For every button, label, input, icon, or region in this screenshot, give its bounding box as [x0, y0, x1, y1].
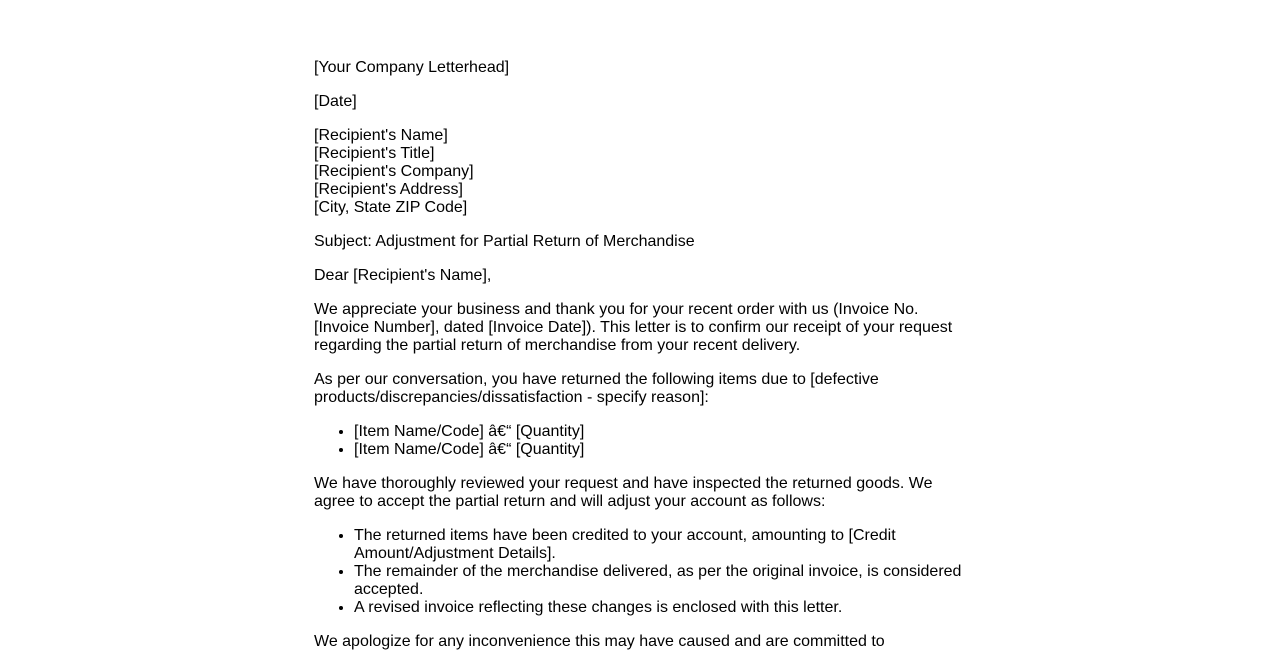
list-item: • The remainder of the merchandise delivered, as per the original invoice, is considered accepted.	[354, 563, 964, 599]
body-paragraph-4: We apologize for any inconvenience this may have caused and are committed to	[314, 633, 885, 650]
recipient-address: [Recipient's Address]	[314, 181, 463, 198]
body-paragraph-2: As per our conversation, you have returned the following items due to [defective products/discrepancies/dissatisfaction - specify reason]:	[314, 371, 879, 406]
letterhead: [Your Company Letterhead]	[314, 59, 510, 76]
returned-items-list	[314, 423, 964, 459]
recipient-address-block	[314, 127, 964, 217]
letter-document	[314, 59, 964, 667]
recipient-title: [Recipient's Title]	[314, 145, 435, 162]
body-paragraph-3: We have thoroughly reviewed your request and have inspected the returned goods. We agree to accept the partial return and will adjust your account as follows:	[314, 475, 933, 510]
recipient-name: [Recipient's Name]	[314, 127, 448, 144]
list-item: • [Item Name/Code] â€“ [Quantity]	[354, 423, 964, 441]
list-item: • A revised invoice reflecting these changes is enclosed with this letter.	[354, 599, 964, 617]
list-item: • The returned items have been credited to your account, amounting to [Credit Amount/Adjustment Details].	[354, 527, 964, 563]
subject-line: Subject: Adjustment for Partial Return of Merchandise	[314, 233, 695, 250]
adjustments-list	[314, 527, 964, 617]
body-paragraph-1: We appreciate your business and thank you for your recent order with us (Invoice No. [Invoice Number], dated [Invoice Date]). This letter is to confirm our receipt of your request regarding the partial return of merchandise from your recent delivery.	[314, 301, 953, 354]
recipient-city-state-zip: [City, State ZIP Code]	[314, 199, 468, 216]
recipient-company: [Recipient's Company]	[314, 163, 474, 180]
letter-date: [Date]	[314, 93, 357, 110]
salutation: Dear [Recipient's Name],	[314, 267, 492, 284]
list-item: • [Item Name/Code] â€“ [Quantity]	[354, 441, 964, 459]
